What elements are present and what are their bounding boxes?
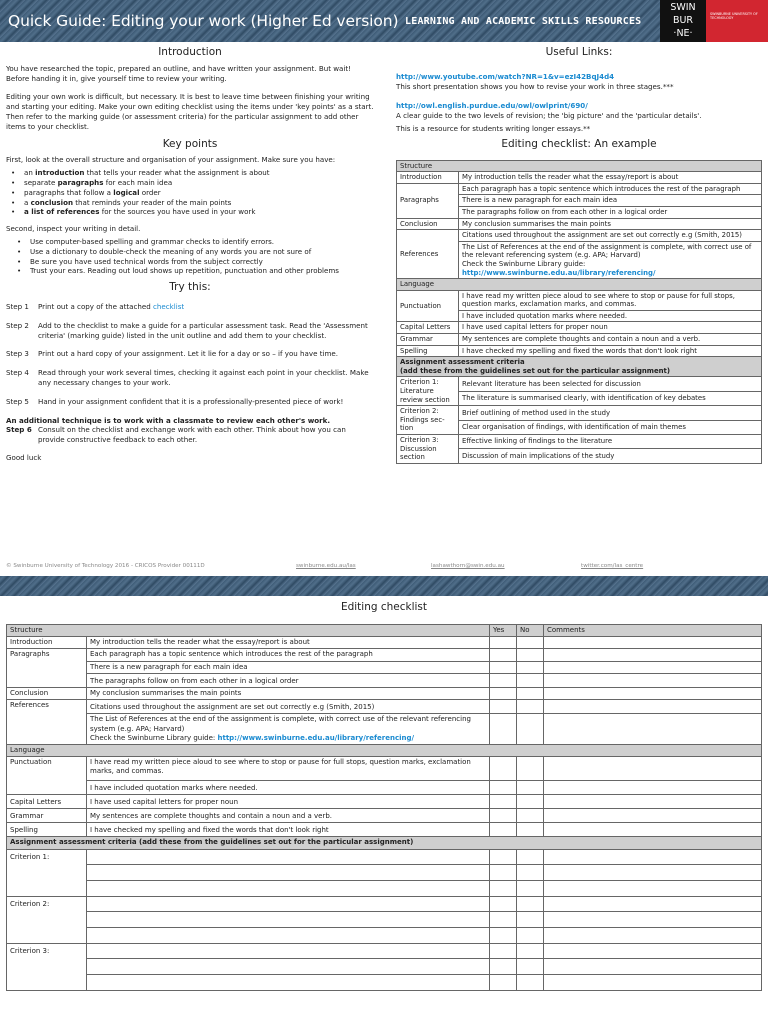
yes-cell[interactable]	[490, 943, 517, 958]
editing-checklist-table	[6, 624, 762, 991]
yes-cell[interactable]	[490, 649, 517, 661]
useful-links-title: Useful Links:	[545, 46, 613, 58]
criterion-cell[interactable]	[87, 927, 490, 943]
detail-list	[14, 237, 374, 276]
language-header: Language	[7, 745, 762, 757]
key-points-lead-1: First, look at the overall structure and organisation of your assignment. Make sure you have:	[6, 155, 336, 165]
library-link[interactable]: http://www.swinburne.edu.au/library/referencing/	[217, 733, 415, 742]
criterion-cell[interactable]	[87, 974, 490, 990]
table-row: References Citations used throughout the assignment are set out correctly e.g (Smith, 2015)	[7, 700, 762, 714]
no-header: No	[517, 625, 544, 637]
las-banner: LEARNING AND ACADEMIC SKILLS RESOURCES	[405, 15, 642, 27]
step-2: Step 2 Add to the checklist to make a guide for a particular assessment task. Read the 'Assessment criteria' (marking guide) listed in the unit outline and add them to your checklist.	[6, 320, 368, 340]
table-row: Paragraphs Each paragraph has a topic sentence which introduces the rest of the paragraph	[7, 649, 762, 661]
table-row: Criterion 1:	[7, 849, 762, 864]
comment-cell[interactable]	[544, 927, 762, 943]
table-row: Capital Letters I have used capital letters for proper noun	[7, 794, 762, 808]
table-row: I have included quotation marks where needed.	[397, 310, 762, 322]
no-cell[interactable]	[517, 637, 544, 649]
no-cell[interactable]	[517, 794, 544, 808]
try-this-title: Try this:	[169, 281, 211, 294]
table-row	[7, 864, 762, 880]
yes-cell[interactable]	[490, 958, 517, 974]
table-row	[397, 160, 762, 172]
comment-cell[interactable]	[544, 780, 762, 794]
criterion-cell[interactable]	[87, 896, 490, 911]
yes-cell[interactable]	[490, 688, 517, 700]
no-cell[interactable]	[517, 880, 544, 896]
structure-header: Structure	[397, 160, 762, 172]
table-row	[397, 357, 762, 377]
yes-cell[interactable]	[490, 911, 517, 927]
language-header: Language	[397, 279, 762, 291]
no-cell[interactable]	[517, 896, 544, 911]
table-row	[7, 837, 762, 849]
no-cell[interactable]	[517, 688, 544, 700]
page-footer	[6, 563, 666, 569]
no-cell[interactable]	[517, 927, 544, 943]
intro-title: Introduction	[158, 46, 222, 58]
additional-technique: An additional technique is to work with a classmate to review each other's work.	[6, 415, 331, 425]
yes-cell[interactable]	[490, 849, 517, 864]
example-checklist-table	[396, 160, 762, 464]
table-row	[7, 880, 762, 896]
table-row: Criterion 3:	[7, 943, 762, 958]
purdue-desc-2: This is a resource for students writing longer essays.**	[396, 123, 591, 133]
table-row: Criterion 3: Discussion section Effective linking of findings to the literature	[397, 435, 762, 449]
yes-cell[interactable]	[490, 880, 517, 896]
swinburne-logo-text: SWINBURNE UNIVERSITY OF TECHNOLOGY	[706, 0, 768, 42]
step-3: Step 3 Print out a hard copy of your assignment. Let it lie for a day or so – if you have time.	[6, 349, 338, 359]
yes-header: Yes	[490, 625, 517, 637]
table-row: Spelling I have checked my spelling and fixed the words that don't look right	[7, 823, 762, 837]
comment-cell[interactable]	[544, 673, 762, 687]
logo-line-1: SWIN	[670, 2, 696, 13]
table-row: The literature is summarised clearly, with identification of key debates	[397, 391, 762, 405]
checklist-link[interactable]: checklist	[153, 301, 185, 311]
criterion-cell[interactable]	[87, 864, 490, 880]
key-points-lead-2: Second, inspect your writing in detail.	[6, 224, 141, 234]
list-item: • Trust your ears. Reading out loud shows up repetition, punctuation and other problems	[14, 266, 374, 276]
table-row	[7, 625, 762, 637]
list-item: • paragraphs that follow a logical order	[8, 188, 374, 198]
site-link[interactable]: swinburne.edu.au/las	[296, 563, 356, 569]
table-row: The List of References at the end of the assignment is complete, with correct use of the relevant referencing system (e.g. APA; Harvard) Check the Swinburne Library guide: http://www.swinburne.edu.au/library/referencing/	[397, 241, 762, 278]
yes-cell[interactable]	[490, 757, 517, 780]
copyright: © Swinburne University of Technology 2016 - CRICOS Provider 00111D	[6, 563, 205, 569]
twitter-link[interactable]: twitter.com/las_centre	[581, 563, 644, 569]
no-cell[interactable]	[517, 864, 544, 880]
list-item: • Use a dictionary to double-check the meaning of any words you are not sure of	[14, 247, 374, 257]
criterion-cell[interactable]	[87, 849, 490, 864]
no-cell[interactable]	[517, 757, 544, 780]
no-cell[interactable]	[517, 809, 544, 823]
structure-header: Structure	[7, 625, 490, 637]
table-row: Introduction My introduction tells the reader what the essay/report is about	[7, 637, 762, 649]
no-cell[interactable]	[517, 700, 544, 714]
table-row: Spelling I have checked my spelling and fixed the words that don't look right	[397, 345, 762, 357]
logo-line-2: BUR	[672, 15, 694, 26]
key-points-title: Key points	[162, 137, 218, 150]
table-row: Clear organisation of findings, with identification of main themes	[397, 420, 762, 434]
list-item: • separate paragraphs for each main idea	[8, 178, 374, 188]
no-cell[interactable]	[517, 823, 544, 837]
comment-cell[interactable]	[544, 794, 762, 808]
table-row: Conclusion My conclusion summarises the main points	[7, 688, 762, 700]
table-row: The paragraphs follow on from each other in a logical order	[7, 673, 762, 687]
yes-cell[interactable]	[490, 896, 517, 911]
yes-cell[interactable]	[490, 823, 517, 837]
no-cell[interactable]	[517, 673, 544, 687]
table-row	[7, 911, 762, 927]
table-row: Criterion 2: Findings sec-tion Brief outlining of method used in the study	[397, 406, 762, 420]
yes-cell[interactable]	[490, 864, 517, 880]
table-row: Grammar My sentences are complete thoughts and contain a noun and a verb.	[397, 334, 762, 346]
comment-cell[interactable]	[544, 823, 762, 837]
purdue-desc: A clear guide to the two levels of revision; the 'big picture' and the 'particular details'.	[396, 111, 702, 121]
list-item: • an introduction that tells your reader what the assignment is about	[8, 168, 374, 178]
comment-cell[interactable]	[544, 700, 762, 714]
table-row: Introduction My introduction tells the reader what the essay/report is about	[397, 172, 762, 184]
table-row: The List of References at the end of the assignment is complete, with correct use of the relevant referencing system (e.g. APA; Harvard) Check the Swinburne Library guide: http://www.swinburne.edu.au/library/referencing/	[7, 714, 762, 745]
no-cell[interactable]	[517, 974, 544, 990]
table-row	[7, 958, 762, 974]
step-4: Step 4 Read through your work several times, checking it against each point in your checklist. Make any necessary changes to your work.	[6, 368, 369, 387]
comment-cell[interactable]	[544, 661, 762, 673]
table-row: Criterion 1: Literature review section Relevant literature has been selected for discussion	[397, 377, 762, 391]
criterion-cell[interactable]	[87, 958, 490, 974]
no-cell[interactable]	[517, 958, 544, 974]
no-cell[interactable]	[517, 649, 544, 661]
intro-paragraph-2: Editing your own work is difficult, but necessary. It is best to leave time between finishing your writing and starting your editing. Make your own editing checklist using the items under 'key points' as a start. Then refer to the marking guide (or assessment criteria) for the particular assignment to add other items to your checklist.	[6, 92, 374, 131]
intro-paragraph-1: You have researched the topic, prepared an outline, and have written your assignment. But wait! Before handing it in, give yourself time to review your writing.	[6, 63, 351, 83]
page-title: Quick Guide: Editing your work (Higher Ed version)	[8, 12, 399, 30]
table-row: Grammar My sentences are complete thoughts and contain a noun and a verb.	[7, 809, 762, 823]
criteria-header: Assignment assessment criteria (add these from the guidelines set out for the particular assignment)	[397, 357, 762, 377]
yes-cell[interactable]	[490, 780, 517, 794]
purdue-link[interactable]: http://owl.english.purdue.edu/owl/owlprint/690/	[396, 101, 588, 111]
no-cell[interactable]	[517, 661, 544, 673]
list-item: • Be sure you have used technical words from the subject correctly	[14, 257, 374, 267]
no-cell[interactable]	[517, 714, 544, 745]
list-item: • a conclusion that reminds your reader of the main points	[8, 198, 374, 208]
yes-cell[interactable]	[490, 794, 517, 808]
youtube-link[interactable]: http://www.youtube.com/watch?NR=1&v=ezI42BqJ4d4	[396, 71, 615, 81]
no-cell[interactable]	[517, 780, 544, 794]
table-row: Conclusion My conclusion summarises the main points	[397, 218, 762, 230]
criterion-cell[interactable]	[87, 880, 490, 896]
table-row: Capital Letters I have used capital letters for proper noun	[397, 322, 762, 334]
example-title: Editing checklist: An example	[501, 137, 657, 150]
list-item: • Use computer-based spelling and grammar checks to identify errors.	[14, 237, 374, 247]
yes-cell[interactable]	[490, 927, 517, 943]
no-cell[interactable]	[517, 943, 544, 958]
yes-cell[interactable]	[490, 809, 517, 823]
table-row	[7, 927, 762, 943]
yes-cell[interactable]	[490, 700, 517, 714]
yes-cell[interactable]	[490, 673, 517, 687]
email-link[interactable]: lashawthorn@swin.edu.au	[431, 563, 505, 569]
structure-list	[8, 168, 374, 217]
table-row	[397, 279, 762, 291]
table-row	[7, 745, 762, 757]
comment-cell[interactable]	[544, 880, 762, 896]
yes-cell[interactable]	[490, 714, 517, 745]
table-row: Punctuation I have read my written piece aloud to see where to stop or pause for full stops, question marks, exclamation marks, and commas.	[7, 757, 762, 780]
table-row: The paragraphs follow on from each other in a logical order	[397, 206, 762, 218]
criteria-header: Assignment assessment criteria (add these from the guidelines set out for the particular assignment)	[7, 837, 762, 849]
comment-cell[interactable]	[544, 637, 762, 649]
criterion-cell[interactable]	[87, 943, 490, 958]
comment-cell[interactable]	[544, 896, 762, 911]
right-column	[396, 46, 762, 464]
list-item: • a list of references for the sources you have used in your work	[8, 207, 374, 217]
step-1: Step 1 Print out a copy of the attached checklist	[6, 301, 185, 311]
table-row: Punctuation I have read my written piece aloud to see where to stop or pause for full stops, question marks, exclamation marks, and commas.	[397, 290, 762, 310]
yes-cell[interactable]	[490, 974, 517, 990]
step-5: Step 5 Hand in your assignment confident that it is a professionally-presented piece of work!	[6, 396, 344, 406]
yes-cell[interactable]	[490, 637, 517, 649]
comment-cell[interactable]	[544, 649, 762, 661]
swinburne-logo	[660, 0, 706, 42]
left-column	[6, 46, 374, 463]
step-6: Step 6 Consult on the checklist and exchange work with each other. Think about how you can provide constructive feedback to each other.	[6, 425, 346, 445]
table-row: Criterion 2:	[7, 896, 762, 911]
yes-cell[interactable]	[490, 661, 517, 673]
comment-cell[interactable]	[544, 714, 762, 745]
comment-cell[interactable]	[544, 757, 762, 780]
no-cell[interactable]	[517, 849, 544, 864]
comment-cell[interactable]	[544, 943, 762, 958]
criterion-cell[interactable]	[87, 911, 490, 927]
no-cell[interactable]	[517, 911, 544, 927]
comment-cell[interactable]	[544, 958, 762, 974]
table-row	[7, 974, 762, 990]
good-luck: Good luck	[6, 452, 42, 462]
divider-band	[0, 576, 768, 596]
comment-cell[interactable]	[544, 864, 762, 880]
checklist-title: Editing checklist	[340, 601, 428, 613]
table-row: Discussion of main implications of the study	[397, 449, 762, 463]
library-link[interactable]: http://www.swinburne.edu.au/library/referencing/	[462, 268, 656, 277]
table-row: There is a new paragraph for each main idea	[397, 195, 762, 207]
page-header	[0, 0, 768, 42]
table-row: References Citations used throughout the assignment are set out correctly e.g (Smith, 2015)	[397, 230, 762, 242]
table-row: There is a new paragraph for each main idea	[7, 661, 762, 673]
comment-cell[interactable]	[544, 688, 762, 700]
comment-cell[interactable]	[544, 849, 762, 864]
comment-cell[interactable]	[544, 809, 762, 823]
youtube-desc: This short presentation shows you how to revise your work in three stages.***	[396, 81, 674, 91]
comment-cell[interactable]	[544, 911, 762, 927]
comments-header: Comments	[544, 625, 762, 637]
logo-line-3: ·NE·	[673, 28, 693, 39]
table-row: I have included quotation marks where needed.	[7, 780, 762, 794]
comment-cell[interactable]	[544, 974, 762, 990]
table-row: Paragraphs Each paragraph has a topic sentence which introduces the rest of the paragraph	[397, 183, 762, 195]
